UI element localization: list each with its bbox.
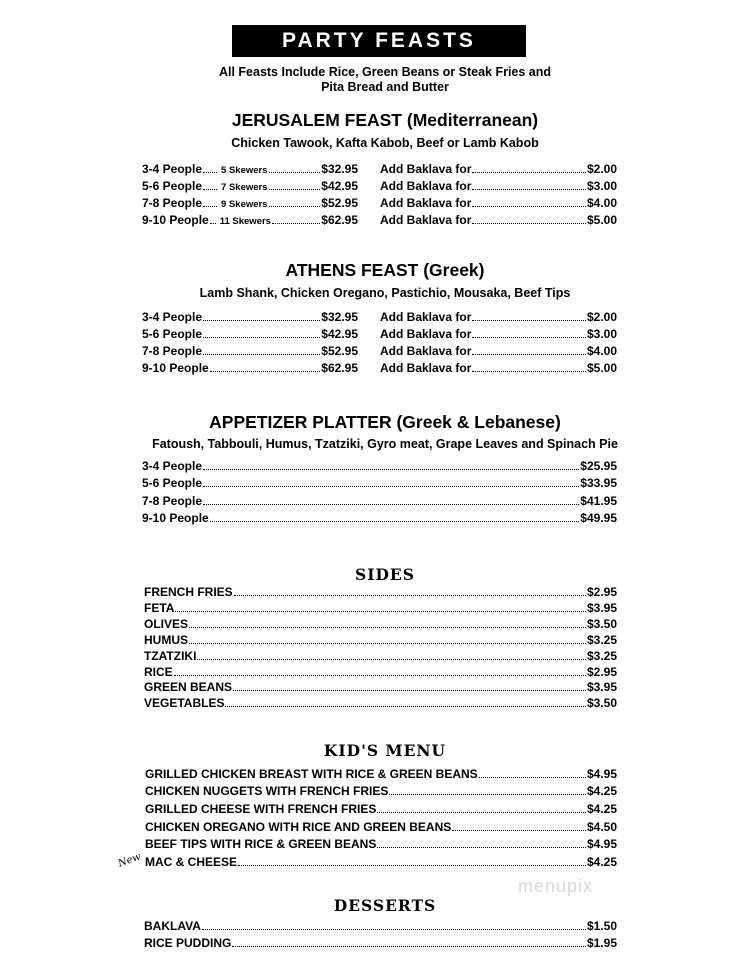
item-price: $3.25	[586, 649, 617, 663]
platter-price: $41.95	[580, 494, 617, 508]
feast-price: $52.95	[321, 344, 358, 358]
baklava-label: Add Baklava for	[380, 327, 472, 341]
page-title: PARTY FEASTS	[232, 25, 526, 57]
side-item	[144, 633, 617, 650]
kids-menu-title: KID'S MENU	[323, 741, 447, 760]
item-name: CHICKEN OREGANO WITH RICE AND GREEN BEANS	[145, 820, 452, 834]
baklava-label: Add Baklava for	[380, 310, 472, 324]
baklava-price: $5.00	[586, 361, 617, 375]
side-item	[144, 680, 617, 697]
baklava-price: $5.00	[586, 213, 617, 227]
item-name: CHICKEN NUGGETS WITH FRENCH FRIES	[145, 784, 389, 798]
feast-price: $32.95	[321, 310, 358, 324]
item-name: OLIVES	[144, 617, 189, 631]
item-price: $4.25	[586, 784, 617, 798]
baklava-price: $4.00	[586, 196, 617, 210]
baklava-label: Add Baklava for	[380, 213, 472, 227]
baklava-row	[380, 196, 617, 213]
item-price: $4.95	[586, 767, 617, 781]
dessert-item	[144, 919, 617, 936]
item-price: $1.95	[586, 936, 617, 950]
baklava-price: $3.00	[586, 327, 617, 341]
athens-title: ATHENS FEAST (Greek)	[285, 260, 485, 280]
people-label: 3-4 People	[142, 310, 203, 324]
athens-row	[142, 344, 358, 361]
appetizer-row	[142, 511, 617, 528]
side-item	[144, 617, 617, 634]
people-label: 7-8 People	[142, 196, 203, 210]
feast-price: $42.95	[321, 179, 358, 193]
jerusalem-title: JERUSALEM FEAST (Mediterranean)	[231, 110, 539, 130]
item-name: GREEN BEANS	[144, 680, 233, 694]
feast-price: $62.95	[321, 213, 358, 227]
item-price: $2.95	[586, 585, 617, 599]
sides-title: SIDES	[355, 565, 415, 584]
appetizer-row	[142, 494, 617, 511]
baklava-row	[380, 162, 617, 179]
jerusalem-row	[142, 213, 358, 230]
baklava-price: $2.00	[586, 310, 617, 324]
item-name: FETA	[144, 601, 175, 615]
appetizer-subtitle: Fatoush, Tabbouli, Humus, Tzatziki, Gyro meat, Grape Leaves and Spinach Pie	[152, 437, 618, 451]
kids-item	[145, 820, 617, 837]
baklava-price: $2.00	[586, 162, 617, 176]
baklava-row	[380, 310, 617, 327]
feast-price: $42.95	[321, 327, 358, 341]
kids-item	[145, 767, 617, 784]
appetizer-row	[142, 459, 617, 476]
jerusalem-row	[142, 196, 358, 213]
side-item	[144, 585, 617, 602]
platter-price: $49.95	[580, 511, 617, 525]
baklava-row	[380, 327, 617, 344]
baklava-label: Add Baklava for	[380, 361, 472, 375]
kids-item	[145, 784, 617, 801]
people-label: 9-10 People	[142, 511, 209, 525]
side-item	[144, 601, 617, 618]
people-label: 7-8 People	[142, 494, 203, 508]
jerusalem-subtitle: Chicken Tawook, Kafta Kabob, Beef or Lamb Kabob	[231, 136, 539, 150]
feast-price: $32.95	[321, 162, 358, 176]
item-price: $3.50	[586, 696, 617, 710]
baklava-row	[380, 179, 617, 196]
baklava-row	[380, 213, 617, 230]
people-label: 5-6 People	[142, 476, 203, 490]
kids-item	[145, 855, 617, 872]
appetizer-title: APPETIZER PLATTER (Greek & Lebanese)	[209, 412, 561, 432]
kids-item	[145, 837, 617, 854]
item-name: BEEF TIPS WITH RICE & GREEN BEANS	[145, 837, 377, 851]
feast-price: $52.95	[321, 196, 358, 210]
people-label: 5-6 People	[142, 327, 203, 341]
athens-row	[142, 327, 358, 344]
baklava-label: Add Baklava for	[380, 162, 472, 176]
platter-price: $25.95	[580, 459, 617, 473]
people-label: 9-10 People	[142, 213, 209, 227]
item-price: $3.50	[586, 617, 617, 631]
item-price: $4.95	[586, 837, 617, 851]
item-price: $2.95	[586, 665, 617, 679]
baklava-price: $4.00	[586, 344, 617, 358]
people-label: 3-4 People	[142, 459, 203, 473]
baklava-label: Add Baklava for	[380, 196, 472, 210]
item-name: TZATZIKI	[144, 649, 197, 663]
item-price: $4.25	[586, 855, 617, 869]
baklava-label: Add Baklava for	[380, 179, 472, 193]
platter-price: $33.95	[580, 476, 617, 490]
desserts-title: DESSERTS	[333, 896, 437, 915]
people-label: 7-8 People	[142, 344, 203, 358]
item-name: MAC & CHEESE	[145, 855, 238, 869]
skewers-label: 11 Skewers	[219, 216, 271, 227]
baklava-row	[380, 361, 617, 378]
athens-row	[142, 310, 358, 327]
side-item	[144, 696, 617, 713]
item-name: VEGETABLES	[144, 696, 225, 710]
item-name: RICE PUDDING	[144, 936, 232, 950]
appetizer-row	[142, 476, 617, 493]
item-price: $3.95	[586, 680, 617, 694]
people-label: 9-10 People	[142, 361, 209, 375]
intro-line-2: Pita Bread and Butter	[321, 80, 449, 94]
athens-subtitle: Lamb Shank, Chicken Oregano, Pastichio, Mousaka, Beef Tips	[199, 286, 571, 300]
baklava-label: Add Baklava for	[380, 344, 472, 358]
skewers-label: 9 Skewers	[221, 199, 268, 210]
item-price: $4.50	[586, 820, 617, 834]
item-name: BAKLAVA	[144, 919, 201, 933]
item-name: GRILLED CHICKEN BREAST WITH RICE & GREEN BEANS	[145, 767, 478, 781]
new-tag: New	[116, 851, 143, 870]
people-label: 3-4 People	[142, 162, 203, 176]
athens-row	[142, 361, 358, 378]
baklava-price: $3.00	[586, 179, 617, 193]
watermark: menupix	[518, 876, 594, 896]
jerusalem-row	[142, 179, 358, 196]
item-price: $3.25	[586, 633, 617, 647]
item-name: RICE	[144, 665, 173, 679]
item-name: HUMUS	[144, 633, 188, 647]
dessert-item	[144, 936, 617, 953]
item-price: $4.25	[586, 802, 617, 816]
item-price: $1.50	[586, 919, 617, 933]
people-label: 5-6 People	[142, 179, 203, 193]
side-item	[144, 649, 617, 666]
skewers-label: 5 Skewers	[221, 165, 268, 176]
kids-item	[145, 802, 617, 819]
item-price: $3.95	[586, 601, 617, 615]
item-name: FRENCH FRIES	[144, 585, 233, 599]
jerusalem-row	[142, 162, 358, 179]
intro-line-1: All Feasts Include Rice, Green Beans or Steak Fries and	[218, 65, 552, 79]
item-name: GRILLED CHEESE WITH FRENCH FRIES	[145, 802, 377, 816]
baklava-row	[380, 344, 617, 361]
feast-price: $62.95	[321, 361, 358, 375]
skewers-label: 7 Skewers	[221, 182, 268, 193]
